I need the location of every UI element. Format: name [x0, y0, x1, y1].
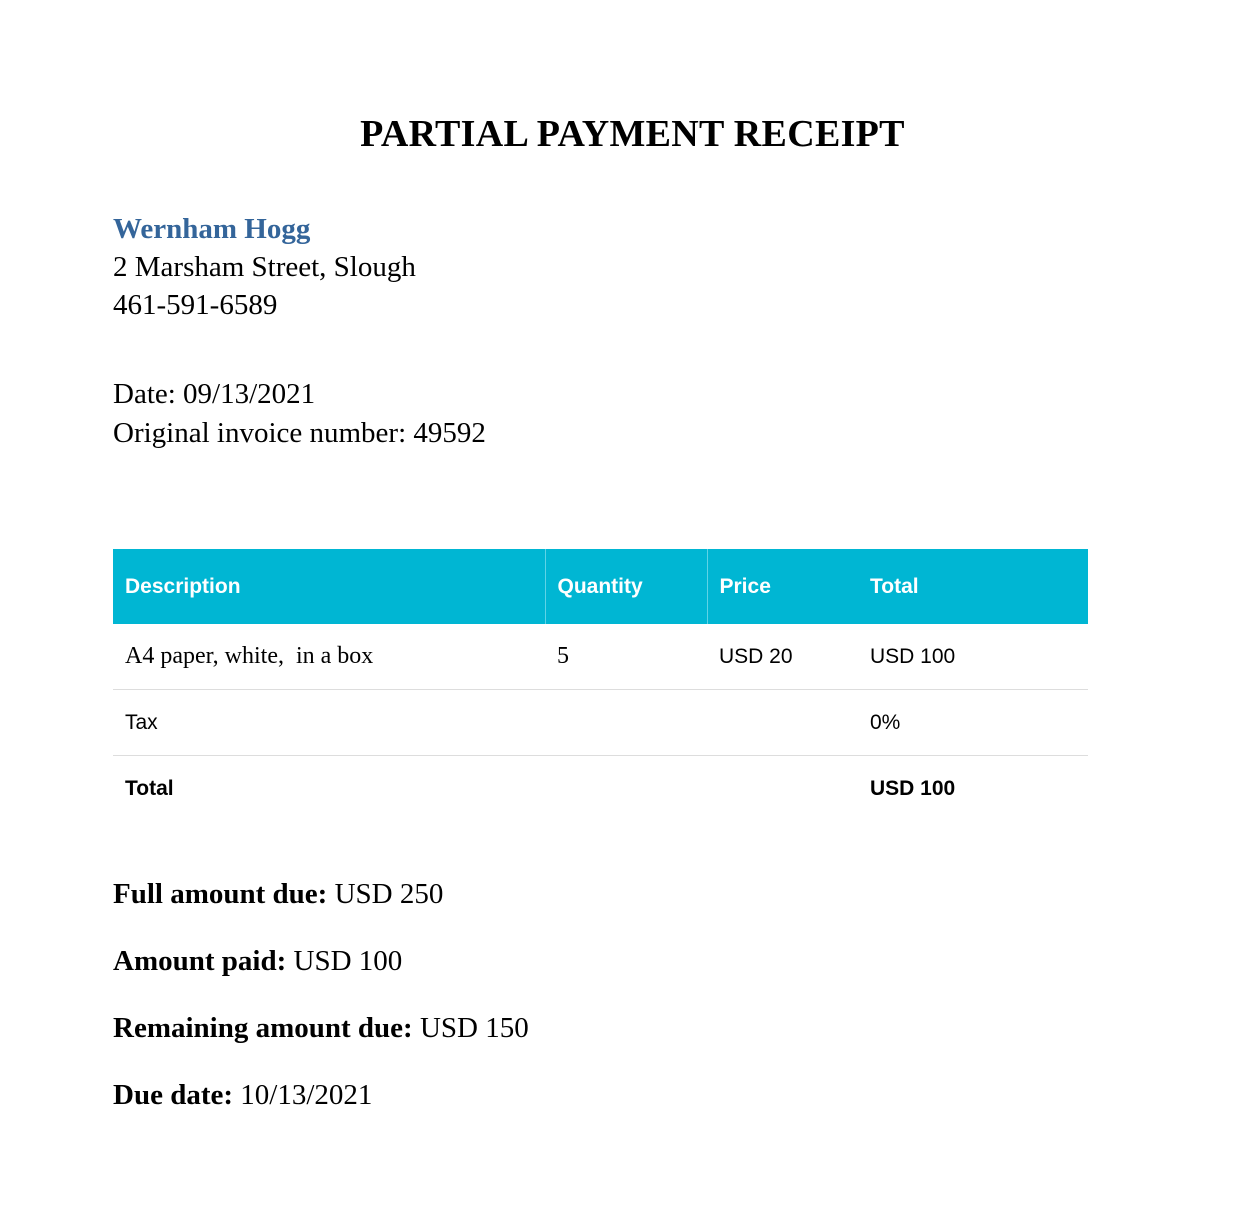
column-header-quantity: Quantity — [545, 549, 707, 624]
receipt-meta — [113, 375, 486, 453]
due-date-label: Due date: — [113, 1079, 234, 1111]
due-date — [113, 1077, 372, 1113]
grand-total-value: USD 100 — [870, 776, 956, 800]
tax-empty-price — [707, 690, 858, 756]
receipt-date: Date: 09/13/2021 — [113, 378, 316, 410]
items-table — [113, 549, 1088, 821]
remaining-amount-due-value: USD 150 — [412, 1012, 529, 1044]
table-row — [113, 624, 1088, 690]
grand-total-empty-quantity — [545, 756, 707, 822]
table-header-row — [113, 549, 1088, 624]
grand-total-label: Total — [125, 776, 174, 800]
remaining-amount-due-label: Remaining amount due: — [113, 1012, 413, 1044]
company-name: Wernham Hogg — [113, 213, 311, 245]
grand-total-row — [113, 756, 1088, 822]
column-header-total: Total — [858, 549, 1088, 624]
original-invoice-number: Original invoice number: 49592 — [113, 417, 486, 449]
amount-paid-label: Amount paid: — [113, 945, 287, 977]
company-phone: 461-591-6589 — [113, 289, 278, 321]
item-price: USD 20 — [707, 624, 858, 690]
amount-paid-value: USD 100 — [286, 945, 403, 977]
grand-total-empty-price — [707, 756, 858, 822]
item-quantity: 5 — [545, 624, 707, 690]
full-amount-due-label: Full amount due: — [113, 878, 328, 910]
company-block — [113, 210, 416, 324]
company-address: 2 Marsham Street, Slough — [113, 251, 416, 283]
tax-label: Tax — [113, 690, 545, 756]
tax-row — [113, 690, 1088, 756]
page-title: PARTIAL PAYMENT RECEIPT — [360, 113, 905, 155]
due-date-value: 10/13/2021 — [233, 1079, 373, 1111]
full-amount-due — [113, 876, 443, 912]
remaining-amount-due — [113, 1010, 529, 1046]
item-description: A4 paper, white, in a box — [113, 624, 545, 690]
tax-empty-quantity — [545, 690, 707, 756]
full-amount-due-value: USD 250 — [327, 878, 444, 910]
tax-value: 0% — [858, 690, 1088, 756]
amount-paid — [113, 943, 402, 979]
column-header-price: Price — [707, 549, 858, 624]
column-header-description: Description — [113, 549, 545, 624]
item-total: USD 100 — [858, 624, 1088, 690]
